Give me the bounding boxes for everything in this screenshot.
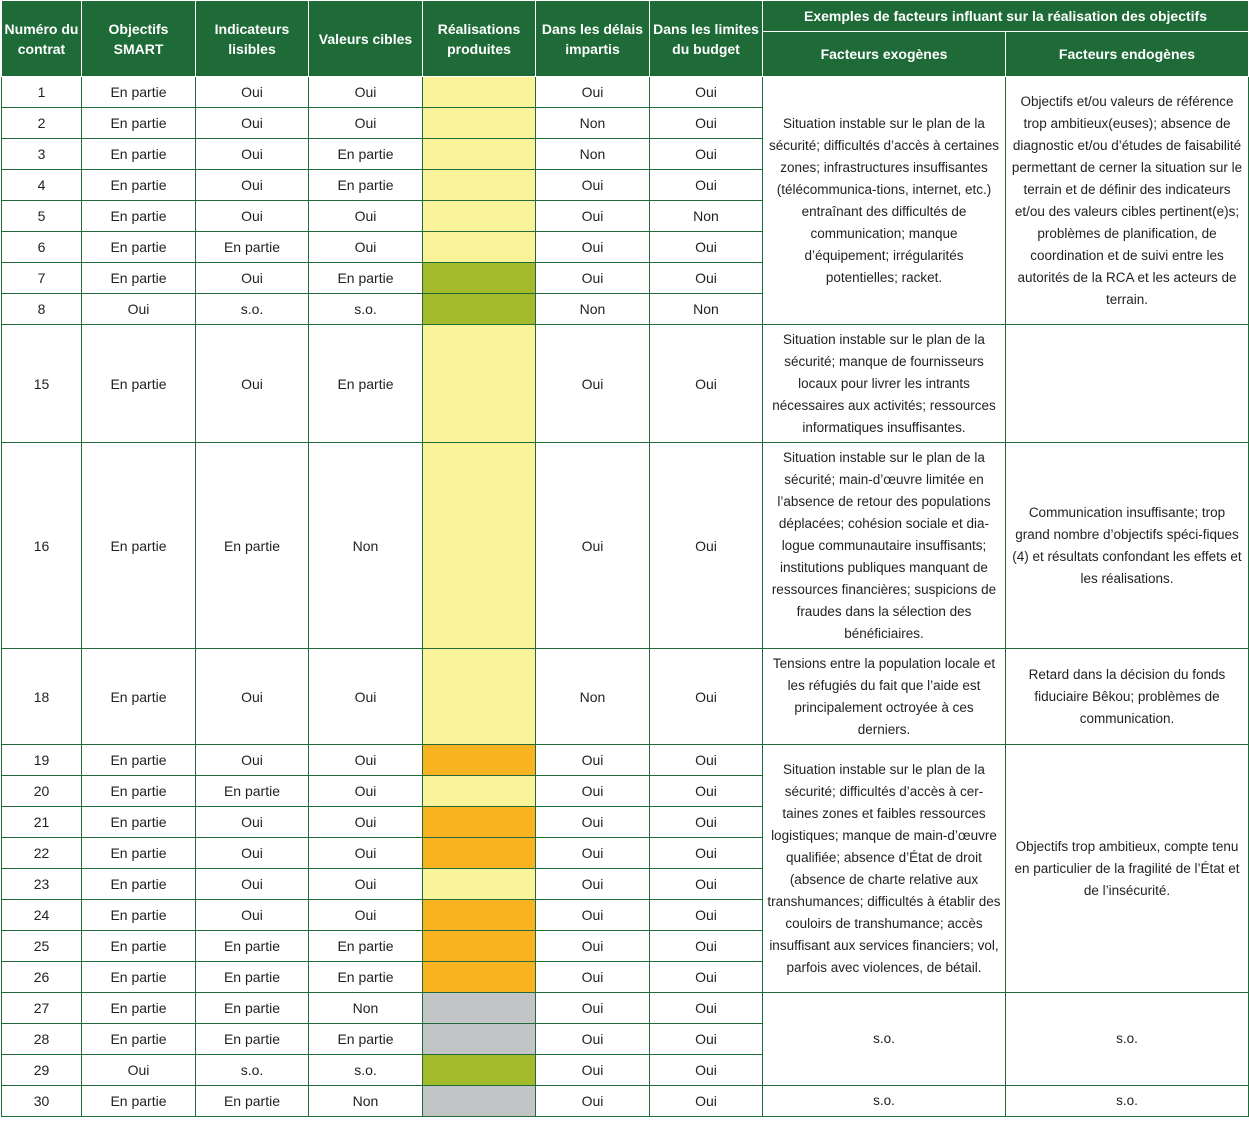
smart-cell: En partie bbox=[82, 201, 196, 232]
endogenous-factors-cell: Objectifs trop ambitieux, compte tenu en particulier de la fragilité de l’État et de l’insécurité. bbox=[1006, 745, 1249, 993]
deadline-cell: Oui bbox=[536, 1024, 650, 1055]
indicators-cell: s.o. bbox=[196, 1055, 309, 1086]
target-value-cell: s.o. bbox=[309, 1055, 423, 1086]
smart-cell: En partie bbox=[82, 993, 196, 1024]
target-value-cell: En partie bbox=[309, 139, 423, 170]
target-value-cell: En partie bbox=[309, 1024, 423, 1055]
exogenous-factors-cell: Situation instable sur le plan de la sécurité; difficultés d’accès à certaines zones; infrastructures insuffisantes (télécommunica-tions, internet, etc.) entraînant des difficultés de communication; manque d’équipement; irrégularités potentielles; racket. bbox=[763, 77, 1006, 325]
header-outputs-produced: Réalisations produites bbox=[423, 1, 536, 77]
budget-cell: Oui bbox=[650, 325, 763, 443]
deadline-cell: Oui bbox=[536, 201, 650, 232]
endogenous-factors-cell bbox=[1006, 325, 1249, 443]
smart-cell: En partie bbox=[82, 900, 196, 931]
smart-cell: En partie bbox=[82, 443, 196, 649]
smart-cell: Oui bbox=[82, 1055, 196, 1086]
header-smart-objectives: Objectifs SMART bbox=[82, 1, 196, 77]
indicators-cell: Oui bbox=[196, 201, 309, 232]
smart-cell: En partie bbox=[82, 263, 196, 294]
table-body bbox=[2, 77, 1249, 1117]
output-status-cell bbox=[423, 1024, 536, 1055]
indicators-cell: En partie bbox=[196, 993, 309, 1024]
indicators-cell: Oui bbox=[196, 170, 309, 201]
target-value-cell: En partie bbox=[309, 962, 423, 993]
indicators-cell: En partie bbox=[196, 443, 309, 649]
table-row bbox=[2, 443, 1249, 649]
contract-number-cell: 18 bbox=[2, 649, 82, 745]
smart-cell: En partie bbox=[82, 108, 196, 139]
indicators-cell: Oui bbox=[196, 77, 309, 108]
contract-number-cell: 28 bbox=[2, 1024, 82, 1055]
budget-cell: Oui bbox=[650, 1055, 763, 1086]
target-value-cell: Oui bbox=[309, 807, 423, 838]
output-status-cell bbox=[423, 170, 536, 201]
smart-cell: En partie bbox=[82, 139, 196, 170]
smart-cell: En partie bbox=[82, 776, 196, 807]
contract-number-cell: 20 bbox=[2, 776, 82, 807]
output-status-cell bbox=[423, 649, 536, 745]
header-factors-group: Exemples de facteurs influant sur la réalisation des objectifs bbox=[763, 1, 1249, 32]
deadline-cell: Oui bbox=[536, 77, 650, 108]
output-status-cell bbox=[423, 263, 536, 294]
output-status-cell bbox=[423, 77, 536, 108]
deadline-cell: Oui bbox=[536, 993, 650, 1024]
contract-number-cell: 30 bbox=[2, 1086, 82, 1117]
indicators-cell: Oui bbox=[196, 325, 309, 443]
contract-number-cell: 26 bbox=[2, 962, 82, 993]
budget-cell: Oui bbox=[650, 170, 763, 201]
contract-number-cell: 1 bbox=[2, 77, 82, 108]
endogenous-factors-cell: s.o. bbox=[1006, 993, 1249, 1086]
smart-cell: En partie bbox=[82, 170, 196, 201]
contract-number-cell: 23 bbox=[2, 869, 82, 900]
target-value-cell: Oui bbox=[309, 900, 423, 931]
output-status-cell bbox=[423, 443, 536, 649]
deadline-cell: Oui bbox=[536, 1086, 650, 1117]
endogenous-factors-cell: Objectifs et/ou valeurs de référence trop ambitieux(euses); absence de diagnostic et/ou d’études de faisabilité permettant de cerner la situation sur le terrain et de définir des indicateurs et/ou des valeurs cibles pertinent(e)s; problèmes de planification, de coordination et de suivi entre les autorités de la RCA et les acteurs de terrain. bbox=[1006, 77, 1249, 325]
target-value-cell: Oui bbox=[309, 649, 423, 745]
smart-cell: En partie bbox=[82, 869, 196, 900]
header-contract-number: Numéro du contrat bbox=[2, 1, 82, 77]
target-value-cell: Oui bbox=[309, 77, 423, 108]
smart-cell: En partie bbox=[82, 931, 196, 962]
indicators-cell: En partie bbox=[196, 1024, 309, 1055]
indicators-cell: Oui bbox=[196, 263, 309, 294]
deadline-cell: Oui bbox=[536, 776, 650, 807]
table-row bbox=[2, 1086, 1249, 1117]
deadline-cell: Oui bbox=[536, 900, 650, 931]
output-status-cell bbox=[423, 869, 536, 900]
indicators-cell: s.o. bbox=[196, 294, 309, 325]
target-value-cell: Oui bbox=[309, 232, 423, 263]
endogenous-factors-cell: s.o. bbox=[1006, 1086, 1249, 1117]
indicators-cell: Oui bbox=[196, 838, 309, 869]
contract-number-cell: 4 bbox=[2, 170, 82, 201]
smart-cell: En partie bbox=[82, 649, 196, 745]
indicators-cell: Oui bbox=[196, 807, 309, 838]
exogenous-factors-cell: Situation instable sur le plan de la sécurité; manque de fournisseurs locaux pour livrer les intrants nécessaires aux activités; ressources informatiques insuffisantes. bbox=[763, 325, 1006, 443]
budget-cell: Oui bbox=[650, 745, 763, 776]
table-row bbox=[2, 77, 1249, 108]
target-value-cell: En partie bbox=[309, 931, 423, 962]
output-status-cell bbox=[423, 1086, 536, 1117]
output-status-cell bbox=[423, 807, 536, 838]
deadline-cell: Oui bbox=[536, 170, 650, 201]
budget-cell: Oui bbox=[650, 77, 763, 108]
header-endogenous-factors: Facteurs endogènes bbox=[1006, 32, 1249, 77]
budget-cell: Oui bbox=[650, 1086, 763, 1117]
deadline-cell: Oui bbox=[536, 443, 650, 649]
target-value-cell: Oui bbox=[309, 838, 423, 869]
contract-number-cell: 15 bbox=[2, 325, 82, 443]
budget-cell: Oui bbox=[650, 1024, 763, 1055]
output-status-cell bbox=[423, 108, 536, 139]
output-status-cell bbox=[423, 745, 536, 776]
smart-cell: En partie bbox=[82, 1086, 196, 1117]
indicators-cell: En partie bbox=[196, 776, 309, 807]
budget-cell: Oui bbox=[650, 807, 763, 838]
endogenous-factors-cell: Retard dans la décision du fonds fiduciaire Bêkou; problèmes de communication. bbox=[1006, 649, 1249, 745]
smart-cell: En partie bbox=[82, 745, 196, 776]
smart-cell: En partie bbox=[82, 807, 196, 838]
contracts-table bbox=[1, 0, 1249, 1117]
header-target-values: Valeurs cibles bbox=[309, 1, 423, 77]
target-value-cell: En partie bbox=[309, 263, 423, 294]
budget-cell: Oui bbox=[650, 649, 763, 745]
target-value-cell: Non bbox=[309, 443, 423, 649]
indicators-cell: Oui bbox=[196, 139, 309, 170]
contract-number-cell: 29 bbox=[2, 1055, 82, 1086]
deadline-cell: Oui bbox=[536, 838, 650, 869]
exogenous-factors-cell: Situation instable sur le plan de la sécurité; difficultés d’accès à cer-taines zones et faibles ressources logistiques; manque de main-d’œuvre qualifiée; absence d’État de droit (absence de charte relative aux transhumances; difficultés à établir des couloirs de transhumance; accès insuffisant aux services financiers; vol, parfois avec violences, de bétail. bbox=[763, 745, 1006, 993]
table-row bbox=[2, 325, 1249, 443]
target-value-cell: Oui bbox=[309, 776, 423, 807]
indicators-cell: Oui bbox=[196, 649, 309, 745]
output-status-cell bbox=[423, 931, 536, 962]
output-status-cell bbox=[423, 900, 536, 931]
budget-cell: Oui bbox=[650, 931, 763, 962]
smart-cell: En partie bbox=[82, 77, 196, 108]
output-status-cell bbox=[423, 962, 536, 993]
output-status-cell bbox=[423, 1055, 536, 1086]
output-status-cell bbox=[423, 294, 536, 325]
smart-cell: En partie bbox=[82, 325, 196, 443]
deadline-cell: Oui bbox=[536, 1055, 650, 1086]
budget-cell: Oui bbox=[650, 443, 763, 649]
budget-cell: Oui bbox=[650, 108, 763, 139]
deadline-cell: Oui bbox=[536, 325, 650, 443]
smart-cell: En partie bbox=[82, 1024, 196, 1055]
deadline-cell: Oui bbox=[536, 962, 650, 993]
deadline-cell: Non bbox=[536, 139, 650, 170]
contract-number-cell: 22 bbox=[2, 838, 82, 869]
contract-number-cell: 24 bbox=[2, 900, 82, 931]
target-value-cell: Oui bbox=[309, 869, 423, 900]
output-status-cell bbox=[423, 139, 536, 170]
header-exogenous-factors: Facteurs exogènes bbox=[763, 32, 1006, 77]
indicators-cell: Oui bbox=[196, 900, 309, 931]
header-readable-indicators: Indicateurs lisibles bbox=[196, 1, 309, 77]
target-value-cell: Non bbox=[309, 993, 423, 1024]
output-status-cell bbox=[423, 838, 536, 869]
table-row bbox=[2, 993, 1249, 1024]
output-status-cell bbox=[423, 325, 536, 443]
output-status-cell bbox=[423, 776, 536, 807]
table-row bbox=[2, 745, 1249, 776]
smart-cell: En partie bbox=[82, 232, 196, 263]
contract-number-cell: 19 bbox=[2, 745, 82, 776]
deadline-cell: Oui bbox=[536, 931, 650, 962]
smart-cell: Oui bbox=[82, 294, 196, 325]
indicators-cell: Oui bbox=[196, 108, 309, 139]
contract-number-cell: 8 bbox=[2, 294, 82, 325]
budget-cell: Non bbox=[650, 201, 763, 232]
target-value-cell: Oui bbox=[309, 201, 423, 232]
deadline-cell: Oui bbox=[536, 263, 650, 294]
deadline-cell: Non bbox=[536, 294, 650, 325]
target-value-cell: s.o. bbox=[309, 294, 423, 325]
indicators-cell: Oui bbox=[196, 869, 309, 900]
contract-number-cell: 21 bbox=[2, 807, 82, 838]
contract-number-cell: 7 bbox=[2, 263, 82, 294]
indicators-cell: En partie bbox=[196, 1086, 309, 1117]
budget-cell: Oui bbox=[650, 900, 763, 931]
indicators-cell: En partie bbox=[196, 232, 309, 263]
deadline-cell: Non bbox=[536, 649, 650, 745]
deadline-cell: Non bbox=[536, 108, 650, 139]
target-value-cell: Oui bbox=[309, 745, 423, 776]
budget-cell: Non bbox=[650, 294, 763, 325]
contract-number-cell: 16 bbox=[2, 443, 82, 649]
output-status-cell bbox=[423, 232, 536, 263]
exogenous-factors-cell: s.o. bbox=[763, 993, 1006, 1086]
target-value-cell: En partie bbox=[309, 170, 423, 201]
budget-cell: Oui bbox=[650, 232, 763, 263]
budget-cell: Oui bbox=[650, 139, 763, 170]
contract-number-cell: 2 bbox=[2, 108, 82, 139]
deadline-cell: Oui bbox=[536, 869, 650, 900]
budget-cell: Oui bbox=[650, 263, 763, 294]
budget-cell: Oui bbox=[650, 962, 763, 993]
table-row bbox=[2, 649, 1249, 745]
indicators-cell: En partie bbox=[196, 962, 309, 993]
smart-cell: En partie bbox=[82, 838, 196, 869]
budget-cell: Oui bbox=[650, 869, 763, 900]
target-value-cell: Non bbox=[309, 1086, 423, 1117]
deadline-cell: Oui bbox=[536, 232, 650, 263]
output-status-cell bbox=[423, 201, 536, 232]
contract-number-cell: 27 bbox=[2, 993, 82, 1024]
exogenous-factors-cell: Situation instable sur le plan de la sécurité; main-d’œuvre limitée en l’absence de retour des populations déplacées; cohésion sociale et dia-logue communautaire insuffisants; institutions publiques manquant de ressources financières; suspicions de fraudes dans la sélection des bénéficiaires. bbox=[763, 443, 1006, 649]
smart-cell: En partie bbox=[82, 962, 196, 993]
contract-number-cell: 25 bbox=[2, 931, 82, 962]
header-within-deadlines: Dans les délais impartis bbox=[536, 1, 650, 77]
indicators-cell: En partie bbox=[196, 931, 309, 962]
exogenous-factors-cell: Tensions entre la population locale et les réfugiés du fait que l’aide est principalement octroyée à ces derniers. bbox=[763, 649, 1006, 745]
contract-number-cell: 3 bbox=[2, 139, 82, 170]
contract-number-cell: 6 bbox=[2, 232, 82, 263]
output-status-cell bbox=[423, 993, 536, 1024]
target-value-cell: En partie bbox=[309, 325, 423, 443]
indicators-cell: Oui bbox=[196, 745, 309, 776]
contract-number-cell: 5 bbox=[2, 201, 82, 232]
budget-cell: Oui bbox=[650, 838, 763, 869]
target-value-cell: Oui bbox=[309, 108, 423, 139]
endogenous-factors-cell: Communication insuffisante; trop grand nombre d’objectifs spéci-fiques (4) et résultats confondant les effets et les réalisations. bbox=[1006, 443, 1249, 649]
exogenous-factors-cell: s.o. bbox=[763, 1086, 1006, 1117]
header-within-budget: Dans les limites du budget bbox=[650, 1, 763, 77]
budget-cell: Oui bbox=[650, 993, 763, 1024]
deadline-cell: Oui bbox=[536, 745, 650, 776]
budget-cell: Oui bbox=[650, 776, 763, 807]
deadline-cell: Oui bbox=[536, 807, 650, 838]
